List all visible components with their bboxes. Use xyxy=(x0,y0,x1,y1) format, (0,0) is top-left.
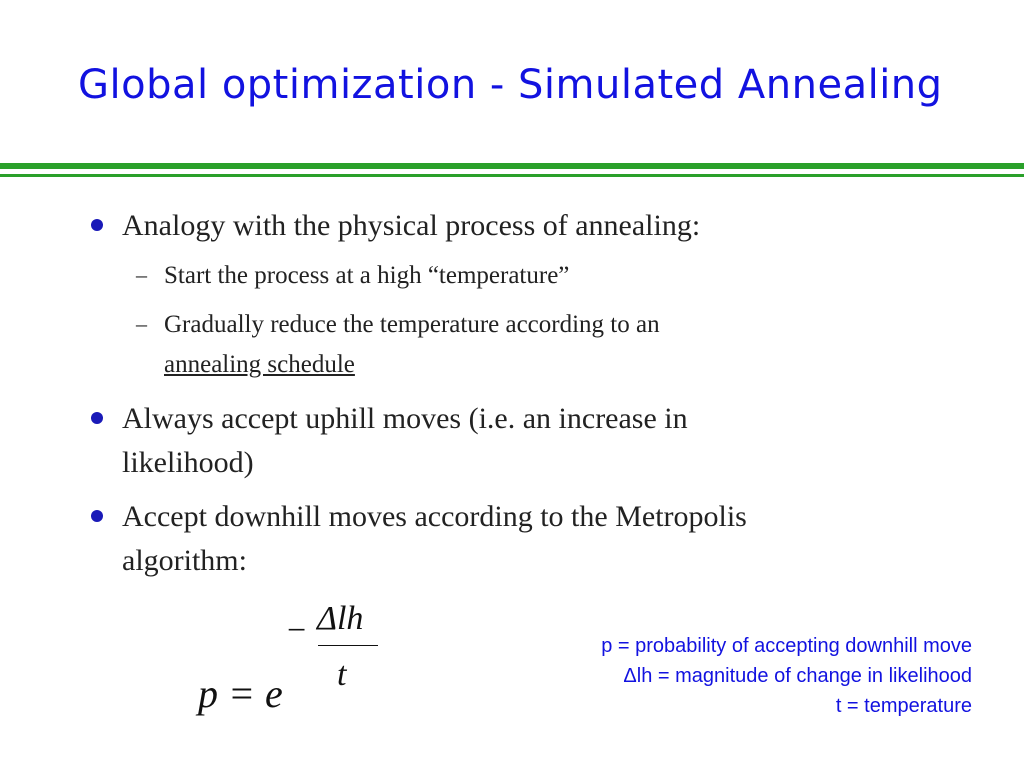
slide-title: Global optimization - Simulated Annealing xyxy=(78,62,943,108)
bullet-analogy: Analogy with the physical process of annealing: xyxy=(122,209,701,242)
formula-numerator: Δlh xyxy=(317,600,364,637)
title-divider-thick xyxy=(0,163,1024,169)
sub-bullet-start: Start the process at a high “temperature” xyxy=(164,262,570,289)
fraction-bar xyxy=(318,645,378,646)
bullet-dot-icon xyxy=(91,412,103,424)
dash-icon: – xyxy=(136,262,147,287)
bullet-dot-icon xyxy=(91,219,103,231)
bullet-downhill-line1: Accept downhill moves according to the Metropolis xyxy=(122,500,747,533)
formula-legend xyxy=(601,631,972,721)
bullet-dot-icon xyxy=(91,510,103,522)
formula-minus: − xyxy=(287,612,307,649)
dash-icon: – xyxy=(136,311,147,336)
annealing-schedule-link[interactable]: annealing schedule xyxy=(164,351,355,378)
legend-line-dlh: Δlh = magnitude of change in likelihood xyxy=(623,665,972,687)
formula-lhs: p = e xyxy=(198,671,283,716)
title-divider-thin xyxy=(0,174,1024,177)
formula-denominator: t xyxy=(337,656,347,693)
bullet-downhill-line2: algorithm: xyxy=(122,544,247,577)
sub-bullet-reduce: Gradually reduce the temperature according to an xyxy=(164,311,660,338)
legend-line-t: t = temperature xyxy=(835,695,972,717)
legend-line-p: p = probability of accepting downhill move xyxy=(601,635,972,657)
bullet-uphill-line1: Always accept uphill moves (i.e. an increase in xyxy=(122,402,688,435)
bullet-uphill-line2: likelihood) xyxy=(122,446,254,479)
